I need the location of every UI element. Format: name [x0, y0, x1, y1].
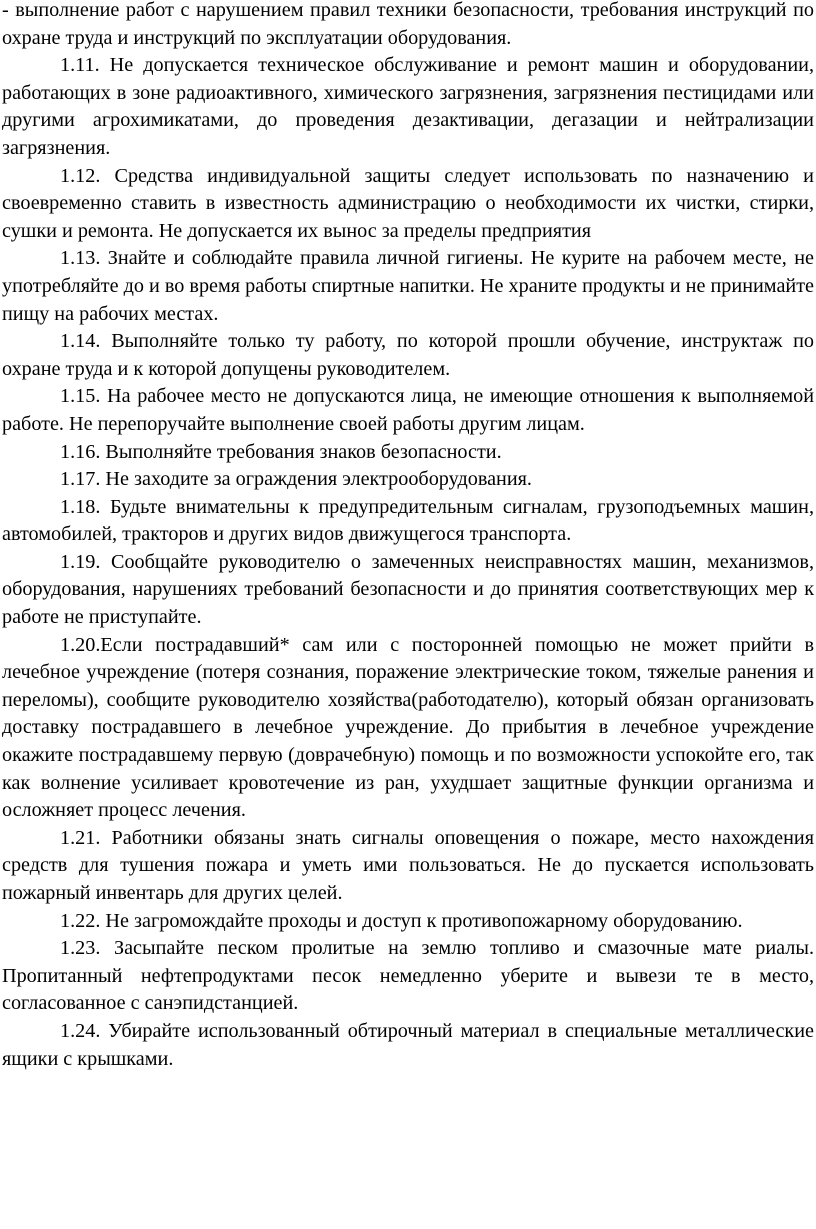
paragraph-1-24: 1.24. Убирайте использованный обтирочный материал в специальные металлические ящики с крышками.: [2, 1019, 814, 1070]
paragraph-1-23: 1.23. Засыпайте песком пролитые на землю топливо и смазочные мате риалы. Пропитанный нефтепродуктами песок немедленно уберите и вывези те в место, согласованное с санэпидстанцией.: [2, 937, 814, 1015]
paragraph-1-11: 1.11. Не допускается техническое обслуживание и ремонт машин и оборудовании, работающих в зоне радиоактивного, химического загрязнения, загрязнения пестицидами или другими агрохимикатами, до проведения дезактивации, дегазации и нейтрализации загрязнения.: [2, 54, 814, 159]
paragraph-safety-violations: - выполнение работ с нарушением правил техники безопасности, требования инструкций по охране труда и инструкций по эксплуатации оборудования.: [2, 0, 814, 49]
paragraph-1-19: 1.19. Сообщайте руководителю о замеченных неисправностях машин, механизмов, оборудования, нарушениях требований безопасности и до принятия соответствующих мер к работе не приступайте.: [2, 550, 814, 629]
paragraph-1-12: 1.12. Средства индивидуальной защиты следует использовать по назначению и своевременно ставить в известность администрацию о необходимости их чистки, стирки, сушки и ремонта. Не допускается их вынос за пределы предприятия: [2, 164, 814, 242]
paragraph-1-17: 1.17. Не заходите за ограждения электрооборудования.: [60, 468, 532, 491]
paragraph-1-15: 1.15. На рабочее место не допускаются лица, не имеющие отношения к выполняемой работе. Не перепоручайте выполнение своей работы другим лицам.: [2, 385, 814, 435]
paragraph-1-21: 1.21. Работники обязаны знать сигналы оповещения о пожаре, место нахождения средств для тушения пожара и уметь ими пользоваться. Не до пускается использовать пожарный инвентарь для других целей.: [2, 826, 814, 904]
paragraph-1-18: 1.18. Будьте внимательны к предупредительным сигналам, грузоподъемных машин, автомобилей, тракторов и других видов движущегося транспорта.: [2, 495, 814, 546]
paragraph-1-13: 1.13. Знайте и соблюдайте правила личной гигиены. Не курите на рабочем месте, не употребляйте до и во время работы спиртные напитки. Не храните продукты и не принимайте пищу на рабочих местах.: [2, 247, 814, 325]
paragraph-1-20: 1.20.Если пострадавший* сам или с посторонней помощью не может прийти в лечебное учреждение (потеря сознания, поражение электрические током, тяжелые ранения и переломы), сообщите руководителю хозяйства(работодателю), который обязан организовать доставку пострадавшего в лечебное учреждение. До прибытия в лечебное учреждение окажите пострадавшему первую (доврачебную) помощь и по возможности успокойте его, так как волнение усиливает кровотечение из ран, ухудшает защитные функции организма и осложняет процесс лечения.: [2, 633, 814, 822]
paragraph-1-22: 1.22. Не загромождайте проходы и доступ к противопожарному оборудованию.: [60, 909, 743, 932]
paragraph-1-16: 1.16. Выполняйте требования знаков безопасности.: [60, 440, 502, 463]
paragraph-1-14: 1.14. Выполняйте только ту работу, по которой прошли обучение, инструктаж по охране труда и к которой допущены руководителем.: [2, 330, 814, 380]
